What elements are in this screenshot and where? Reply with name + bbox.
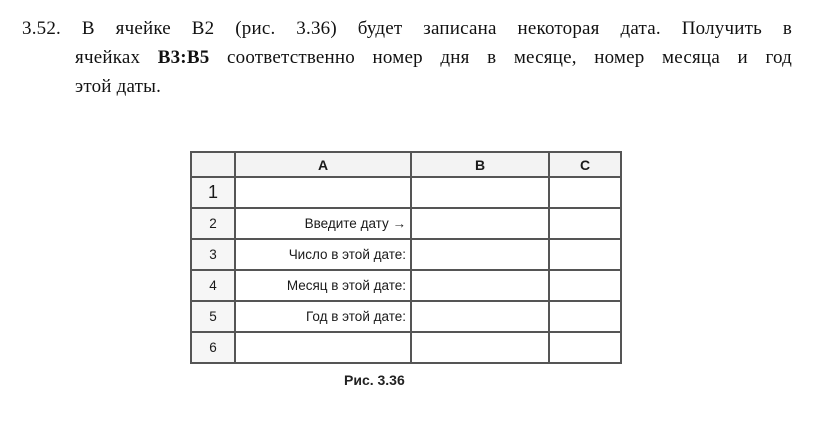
cell-c5 (549, 301, 621, 332)
problem-line-2 (22, 43, 792, 72)
problem-line-3: этой даты. (75, 76, 162, 97)
cell-a4: Месяц в этой дате: (235, 270, 411, 301)
column-header-c: C (549, 152, 621, 177)
problem-text (22, 14, 792, 101)
problem-line-2-start: ячейках (75, 47, 158, 68)
cell-c2 (549, 208, 621, 239)
cell-c3 (549, 239, 621, 270)
figure-caption: Рис. 3.36 (344, 372, 405, 388)
cell-b4 (411, 270, 549, 301)
row-number: 3 (191, 239, 235, 270)
table-row (191, 208, 621, 239)
cell-a2: Введите дату → (235, 208, 411, 239)
table-row (191, 177, 621, 208)
cell-c6 (549, 332, 621, 363)
row-number: 6 (191, 332, 235, 363)
table-row (191, 301, 621, 332)
table-row (191, 332, 621, 363)
cell-c4 (549, 270, 621, 301)
table-row (191, 239, 621, 270)
column-header-a: A (235, 152, 411, 177)
cell-b6 (411, 332, 549, 363)
problem-line-2-end: соответственно номер дня в месяце, номер месяца и год (209, 47, 792, 68)
cell-b1 (411, 177, 549, 208)
spreadsheet-figure (190, 151, 622, 364)
cell-a3: Число в этой дате: (235, 239, 411, 270)
cell-b3 (411, 239, 549, 270)
cell-a1 (235, 177, 411, 208)
problem-line-1: 3.52. В ячейке B2 (рис. 3.36) будет записана некоторая дата. Получить в (22, 18, 792, 39)
row-number: 2 (191, 208, 235, 239)
cell-c1 (549, 177, 621, 208)
cell-b5 (411, 301, 549, 332)
table-row (191, 270, 621, 301)
column-header-b: B (411, 152, 549, 177)
column-header-row (191, 152, 621, 177)
row-number: 1 (191, 177, 235, 208)
corner-cell (191, 152, 235, 177)
cell-a6 (235, 332, 411, 363)
row-number: 5 (191, 301, 235, 332)
row-number: 4 (191, 270, 235, 301)
cell-a5: Год в этой дате: (235, 301, 411, 332)
cell-b2 (411, 208, 549, 239)
range-reference: B3:B5 (157, 47, 210, 68)
